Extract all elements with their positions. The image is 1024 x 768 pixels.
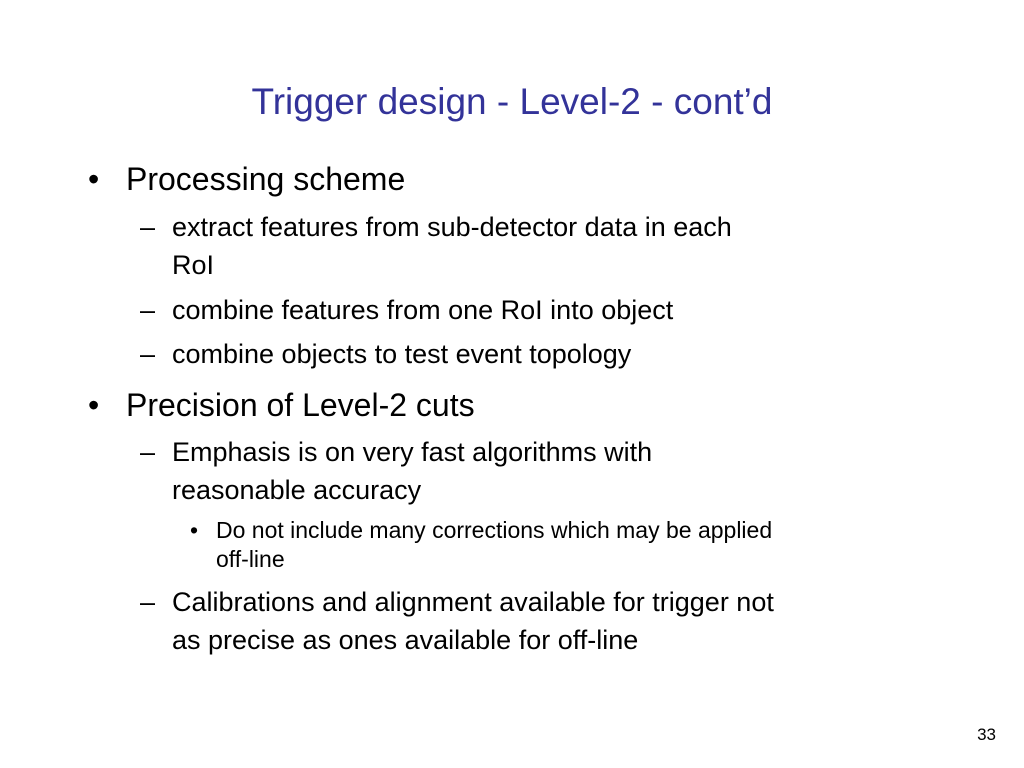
sub-bullet-text: combine objects to test event topology bbox=[172, 339, 632, 369]
bullet-marker: • bbox=[190, 517, 199, 543]
sub-sub-bullet-text: Do not include many corrections which may be applied bbox=[216, 517, 773, 543]
sub-sub-bullet-text: off-line bbox=[216, 546, 285, 572]
sub-bullet-text: Emphasis is on very fast algorithms with bbox=[172, 437, 653, 467]
bullet-text: Precision of Level-2 cuts bbox=[126, 387, 475, 423]
dash-marker: – bbox=[140, 212, 156, 242]
sub-bullet-text: as precise as ones available for off-line bbox=[172, 625, 639, 655]
bullet-marker: • bbox=[88, 161, 100, 197]
sub-bullet-text: combine features from one RoI into object bbox=[172, 295, 674, 325]
sub-bullet-text: Calibrations and alignment available for trigger not bbox=[172, 587, 774, 617]
bullet-text: Processing scheme bbox=[126, 161, 406, 197]
sub-bullet-text: RoI bbox=[172, 250, 215, 280]
page-number: 33 bbox=[977, 725, 996, 744]
dash-marker: – bbox=[140, 339, 156, 369]
dash-marker: – bbox=[140, 437, 156, 467]
sub-bullet-text: extract features from sub-detector data in each bbox=[172, 212, 732, 242]
dash-marker: – bbox=[140, 587, 156, 617]
sub-bullet-text: reasonable accuracy bbox=[172, 475, 422, 505]
bullet-marker: • bbox=[88, 387, 100, 423]
slide-title: Trigger design - Level-2 - cont’d bbox=[251, 81, 773, 122]
dash-marker: – bbox=[140, 295, 156, 325]
